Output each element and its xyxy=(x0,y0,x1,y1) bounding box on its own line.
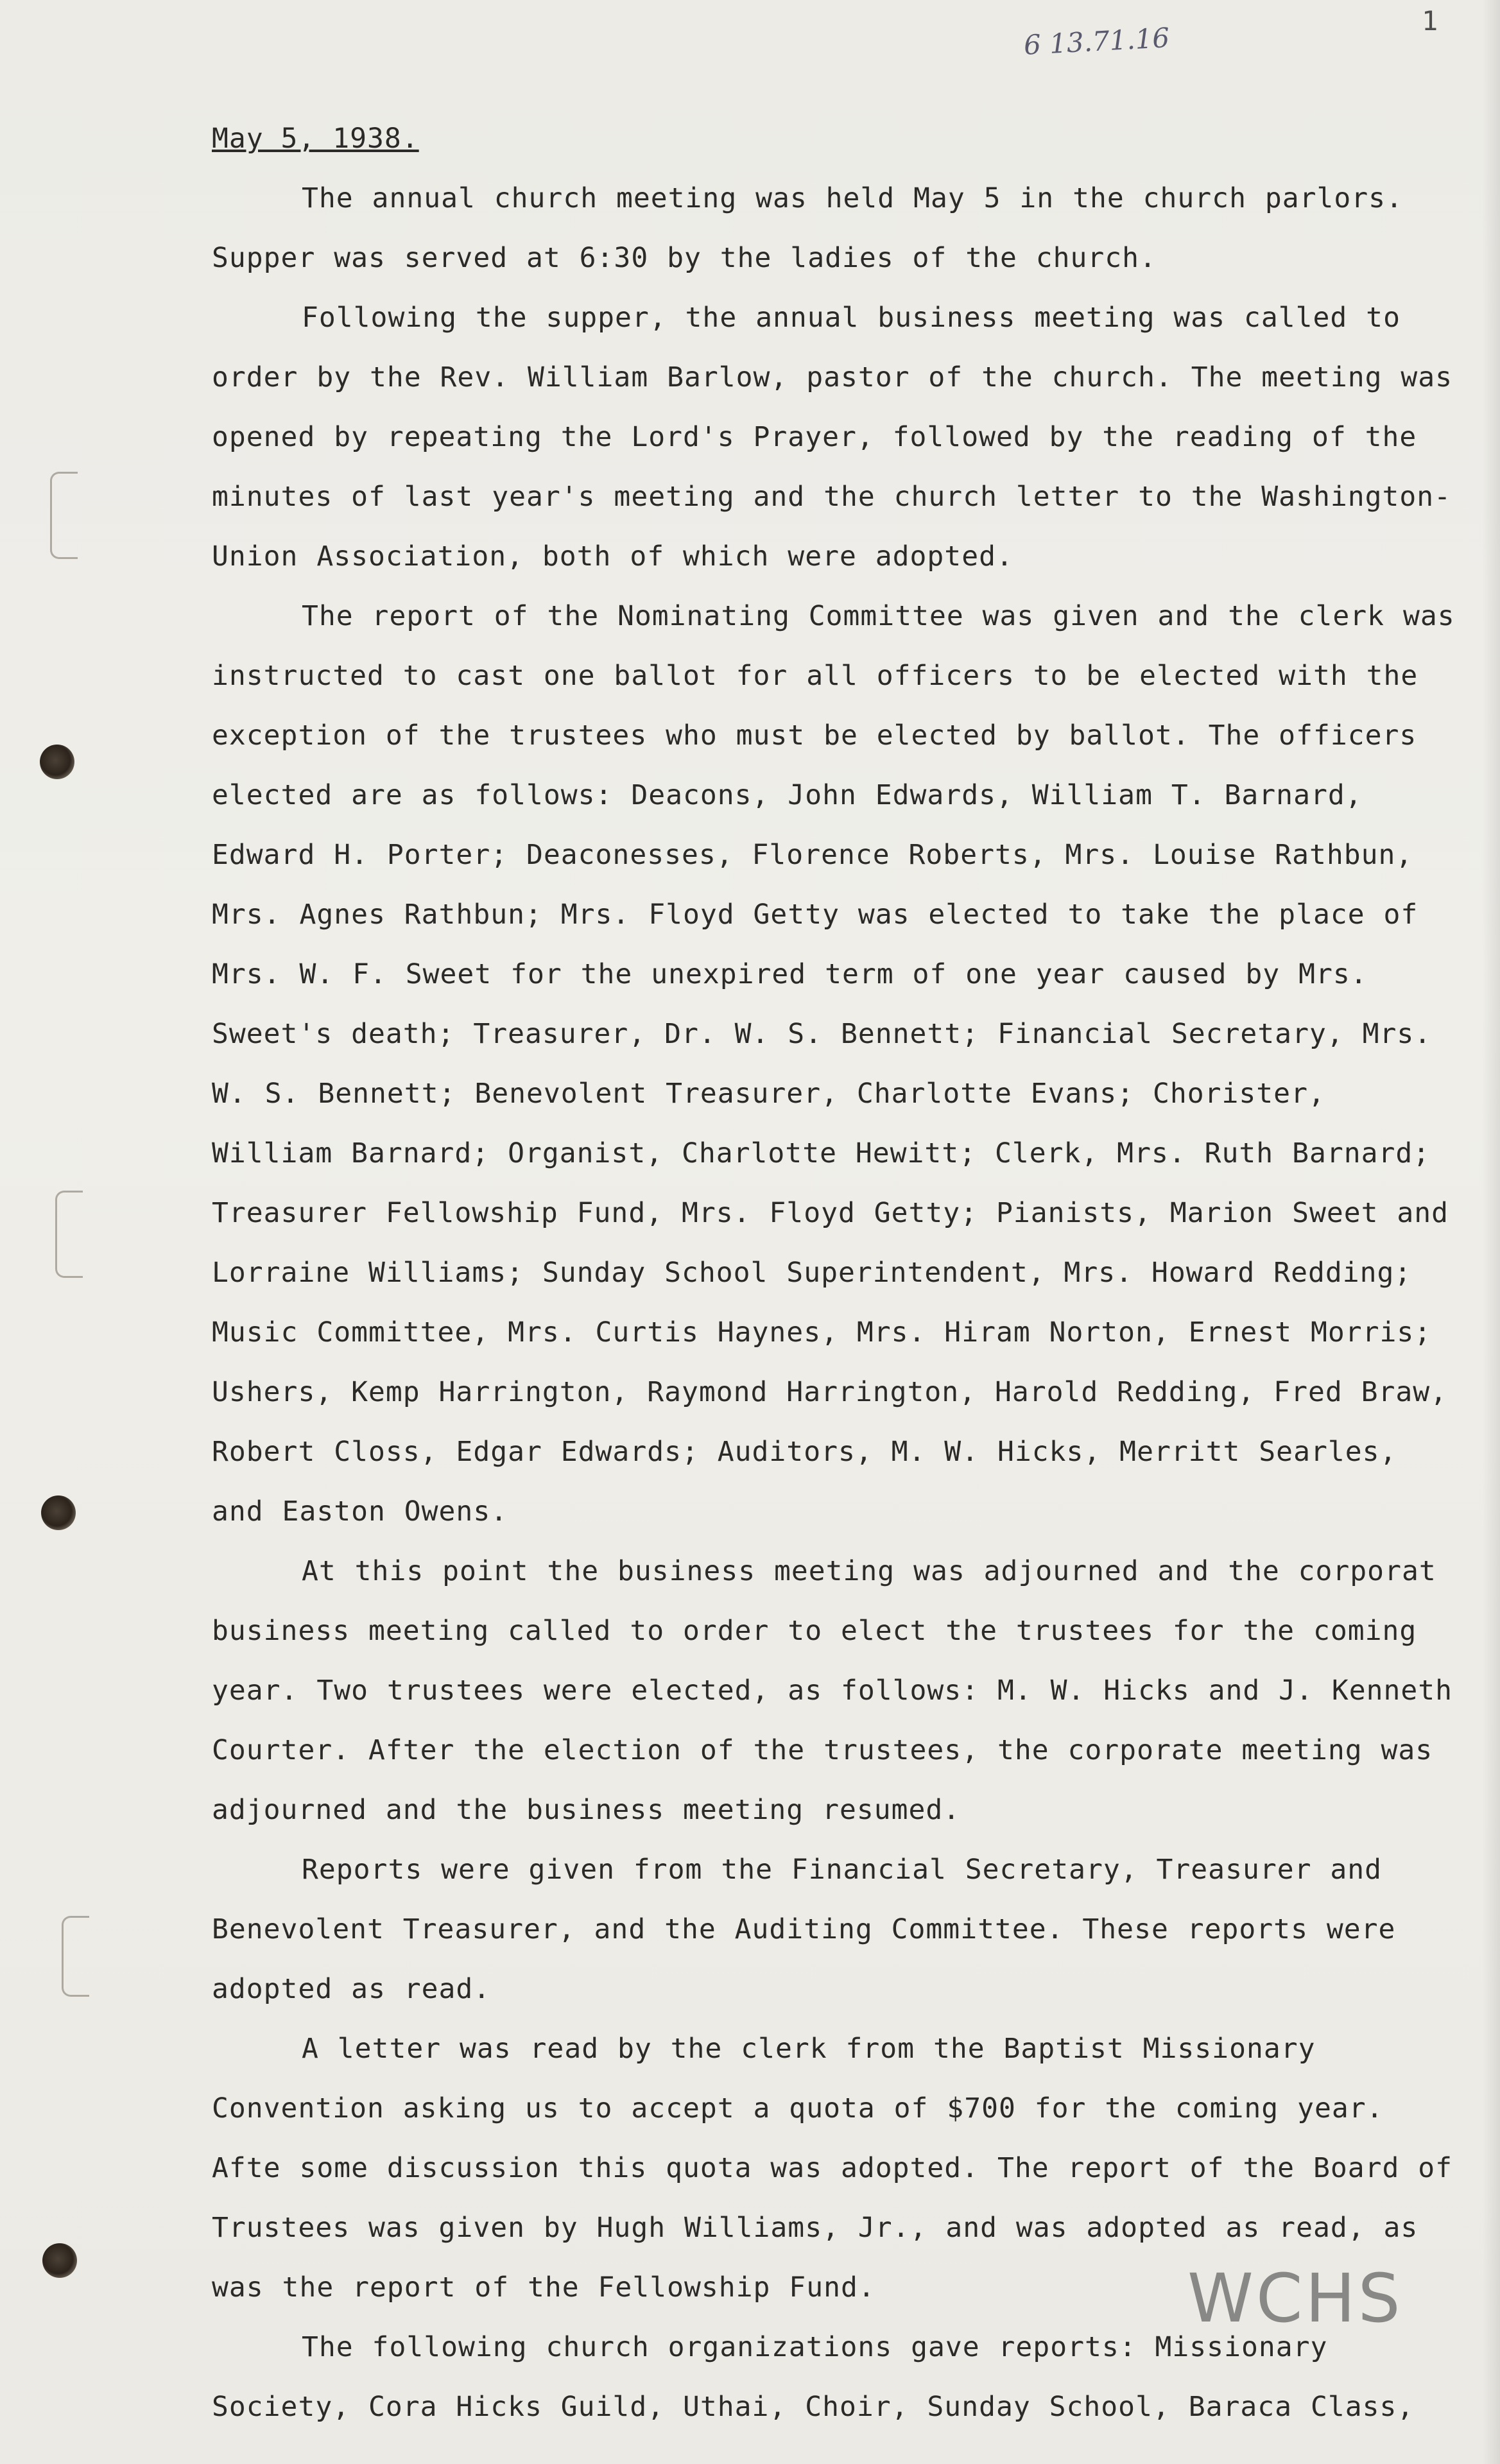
page-number: 1 xyxy=(1422,5,1438,37)
paragraph-1: The annual church meeting was held May 5 in the church parlors. Supper was served at 6:30 by the ladies of the church. xyxy=(212,182,1403,274)
wchs-watermark: WCHS xyxy=(1187,2259,1403,2338)
paragraph-2: Following the supper, the annual business meeting was called to order by the Rev. William Barlow, pastor of the church. The meeting was opened by repeating the Lord's Prayer, followed by the reading of the minutes of last year's meeting and the church letter to the Washington-Union Association, both of which were adopted. xyxy=(212,302,1453,573)
binder-mark-bottom xyxy=(62,1916,89,1997)
paragraph-5: Reports were given from the Financial Secretary, Treasurer and Benevolent Treasurer, and the Auditing Committee. These reports were adopted as read. xyxy=(212,1854,1396,2005)
typed-minutes xyxy=(212,109,1463,2437)
paragraph-6: A letter was read by the clerk from the Baptist Missionary Convention asking us to accept a quota of $700 for the coming year. Afte some discussion this quota was adopted. The report of the Board of Trustees was given by Hugh Williams, Jr., and was adopted as read, as was the report of the Fellowship Fund. xyxy=(212,2033,1453,2304)
punch-hole-bottom xyxy=(42,2243,77,2278)
binder-mark-top xyxy=(50,472,78,559)
page-edge-shadow xyxy=(1482,0,1500,2464)
paragraph-4: At this point the business meeting was adjourned and the corporat business meeting called to order to elect the trustees for the coming year. Two trustees were elected, as follows: M. W. Hicks and J. Kenneth Courter. After the election of the trustees, the corporate meeting was adjourned and the business meeting resumed. xyxy=(212,1555,1453,1826)
punch-hole-middle xyxy=(41,1495,76,1530)
paragraph-7: The following church organizations gave reports: Missionary Society, Cora Hicks Guild, Uthai, Choir, Sunday School, Baraca Class, xyxy=(212,2331,1415,2423)
handwritten-annotation: 6 13.71.16 xyxy=(1022,22,1171,61)
meeting-date: May 5, 1938. xyxy=(212,123,419,155)
paragraph-3: The report of the Nominating Committee was given and the clerk was instructed to cast one ballot for all officers to be elected with the exception of the trustees who must be elected by ballot. The officers elected are as follows: Deacons, John Edwards, William T. Barnard, Edward H. Porter; Deaconesses, Florence Roberts, Mrs. Louise Rathbun, Mrs. Agnes Rathbun; Mrs. Floyd Getty was elected to take the place of Mrs. W. F. Sweet for the unexpired term of one year caused by Mrs. Sweet's death; Treasurer, Dr. W. S. Bennett; Financial Secretary, Mrs. W. S. Bennett; Benevolent Treasurer, Charlotte Evans; Chorister, William Barnard; Organist, Charlotte Hewitt; Clerk, Mrs. Ruth Barnard; Treasurer Fellowship Fund, Mrs. Floyd Getty; Pianists, Marion Sweet and Lorraine Williams; Sunday School Superintendent, Mrs. Howard Redding; Music Committee, Mrs. Curtis Haynes, Mrs. Hiram Norton, Ernest Morris; Ushers, Kemp Harrington, Raymond Harrington, Harold Redding, Fred Braw, Robert Closs, Edgar Edwards; Auditors, M. W. Hicks, Merritt Searles, and Easton Owens. xyxy=(212,600,1455,1528)
binder-mark-middle xyxy=(55,1191,83,1278)
punch-hole-top xyxy=(40,745,74,779)
